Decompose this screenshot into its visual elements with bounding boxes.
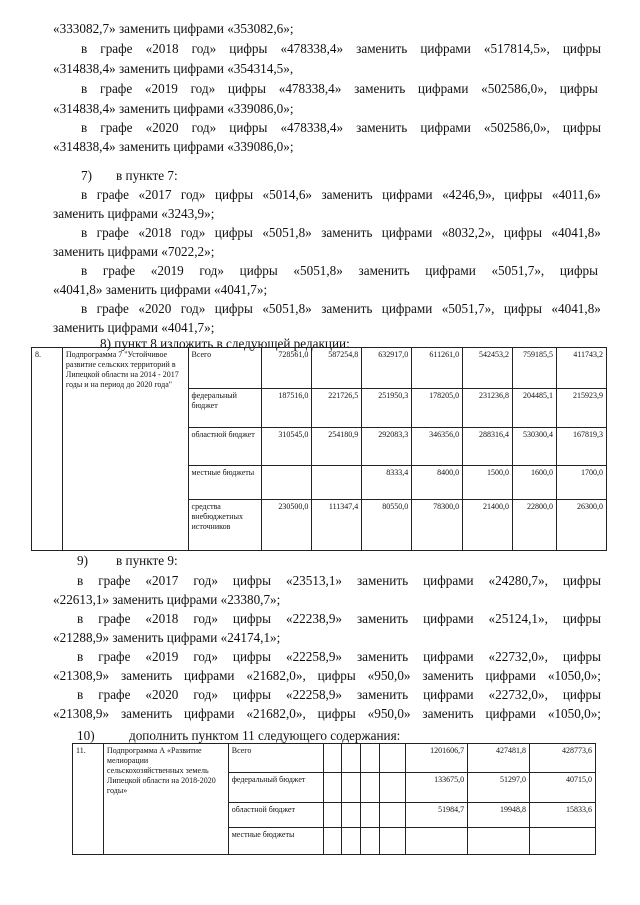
word: цифрами (423, 573, 474, 588)
row-label: Всего (228, 744, 323, 773)
word: «5051,8» (293, 263, 343, 278)
word: год» (180, 225, 206, 240)
word: заменить (321, 187, 373, 202)
row-number: 11. (73, 744, 104, 855)
text-line (53, 668, 601, 684)
value-cell: 26300,0 (556, 500, 606, 551)
word: «4246,9», (442, 187, 495, 202)
value-cell: 8333,4 (362, 466, 412, 500)
value-cell: 51297,0 (468, 773, 530, 803)
word: цифрами (382, 187, 433, 202)
word: цифры (562, 687, 601, 702)
value-cell: 1201606,7 (406, 744, 468, 773)
word: «517814,5», (483, 41, 550, 56)
word: заменить (354, 81, 406, 96)
word: цифры (562, 611, 601, 626)
row-label: федеральный бюджет (228, 773, 323, 803)
word: заменить (120, 668, 173, 683)
value-cell: 231236,8 (463, 389, 513, 428)
word: «22732,0», (488, 687, 548, 702)
word: цифры (214, 225, 253, 240)
word: «23513,1» (285, 573, 343, 588)
word: «8032,2», (441, 225, 495, 240)
point-title: дополнить пунктом 11 следующего содержания: (129, 728, 401, 743)
text-line: «314838,4» заменить цифрами «339086,0»; (53, 139, 294, 154)
word: «2020 (145, 120, 179, 135)
word: графе (98, 649, 131, 664)
word: цифрами (423, 687, 474, 702)
value-cell: 411743,2 (556, 348, 606, 389)
value-cell (361, 773, 380, 803)
word: заменить (356, 120, 408, 135)
word: цифрами (420, 41, 471, 56)
word: цифры (232, 687, 272, 702)
text-line: «314838,4» заменить цифрами «354314,5», (53, 61, 294, 76)
word: цифрами (485, 668, 536, 683)
word: цифрами (423, 649, 474, 664)
word: год» (190, 81, 216, 96)
word: в (77, 611, 84, 626)
word: в (81, 225, 88, 240)
word: «22258,9» (285, 649, 343, 664)
word: цифры (562, 649, 601, 664)
word: графе (98, 687, 131, 702)
word: цифрами (183, 668, 235, 683)
program-table-11 (72, 743, 596, 855)
word: цифры (317, 668, 356, 683)
word: «2020 (138, 301, 172, 316)
word: «2018 (138, 225, 172, 240)
value-cell: 254180,9 (312, 428, 362, 466)
text-line (81, 263, 598, 279)
value-cell: 167819,3 (556, 428, 606, 466)
word: цифры (232, 649, 272, 664)
word: «5051,7», (441, 301, 495, 316)
word: «21682,0», (246, 668, 306, 683)
text-line (77, 573, 601, 589)
word: «4041,8» (551, 225, 601, 240)
value-cell: 21400,0 (463, 500, 513, 551)
value-cell (380, 773, 406, 803)
point-number: 10) (77, 728, 95, 743)
word: заменить (356, 687, 409, 702)
text-line: «22613,1» заменить цифрами «23380,7»; (53, 592, 281, 607)
value-cell: 251950,3 (362, 389, 412, 428)
row-label: средства внебюджетных источников (188, 500, 262, 551)
word: цифры (232, 611, 272, 626)
value-cell: 759185,5 (513, 348, 557, 389)
word: «24280,7», (488, 573, 548, 588)
word: «5051,8» (262, 301, 312, 316)
word: заменить (321, 225, 373, 240)
word: «2019 (145, 649, 179, 664)
word: графе (98, 611, 131, 626)
value-cell (406, 828, 468, 855)
value-cell: 346356,0 (412, 428, 463, 466)
value-cell (262, 466, 312, 500)
word: цифрами (423, 611, 474, 626)
word: год» (193, 687, 218, 702)
text-line (77, 611, 601, 627)
word: «478338,4» (280, 120, 344, 135)
word: «478338,4» (278, 81, 342, 96)
value-cell: 215923,9 (556, 389, 606, 428)
value-cell (323, 828, 342, 855)
text-line (53, 706, 601, 722)
word: год» (193, 649, 218, 664)
word: год» (191, 120, 217, 135)
point-title: в пункте 7: (116, 168, 178, 183)
text-line: заменить цифрами «7022,2»; (53, 244, 215, 259)
word: «2018 (145, 611, 179, 626)
value-cell (323, 773, 342, 803)
word: год» (180, 187, 206, 202)
word: «21308,9» (53, 668, 110, 683)
word: в (81, 301, 88, 316)
value-cell: 530300,4 (513, 428, 557, 466)
word: «4041,8» (551, 301, 601, 316)
word: «22258,9» (285, 687, 343, 702)
row-label: Всего (188, 348, 262, 389)
table-row (32, 348, 607, 389)
value-cell (323, 803, 342, 828)
value-cell (380, 803, 406, 828)
word: цифры (504, 187, 543, 202)
value-cell: 19948,8 (468, 803, 530, 828)
word: «502586,0», (483, 120, 550, 135)
word: «21308,9» (53, 706, 110, 721)
word: графе (96, 301, 129, 316)
value-cell: 78300,0 (412, 500, 463, 551)
table-row (73, 744, 596, 773)
text-line: «333082,7» заменить цифрами «353082,6»; (53, 21, 294, 36)
word: «478338,4» (280, 41, 344, 56)
word: «2018 (145, 41, 179, 56)
text-line (77, 687, 601, 703)
word: графе (99, 81, 133, 96)
word: «22238,9» (285, 611, 343, 626)
word: год» (199, 263, 224, 278)
word: цифры (214, 187, 254, 202)
point-title: в пункте 9: (116, 553, 178, 568)
word: в (81, 263, 88, 278)
word: цифры (559, 81, 598, 96)
word: цифры (503, 301, 542, 316)
value-cell (380, 744, 406, 773)
word: в (81, 120, 88, 135)
word: «5014,6» (262, 187, 312, 202)
word: цифрами (381, 301, 433, 316)
word: заменить (422, 668, 474, 683)
text-line: заменить цифрами «4041,7»; (53, 320, 215, 335)
word: год» (180, 301, 206, 316)
word: заменить (356, 649, 409, 664)
value-cell (361, 803, 380, 828)
value-cell (342, 803, 361, 828)
word: заменить (356, 573, 409, 588)
value-cell: 1600,0 (513, 466, 557, 500)
word: цифры (239, 263, 278, 278)
word: заменить (422, 706, 474, 721)
value-cell (530, 828, 596, 855)
row-number: 8. (32, 348, 63, 551)
word: «5051,7», (491, 263, 545, 278)
value-cell: 40715,0 (530, 773, 596, 803)
value-cell: 288316,4 (463, 428, 513, 466)
value-cell: 80550,0 (362, 500, 412, 551)
row-label: областной бюджет (188, 428, 262, 466)
word: цифрами (183, 706, 235, 721)
word: год» (193, 611, 218, 626)
word: цифрами (420, 120, 471, 135)
value-cell: 292083,3 (362, 428, 412, 466)
word: «4011,6» (551, 187, 601, 202)
value-cell (380, 828, 406, 855)
word: заменить (120, 706, 173, 721)
word: цифрами (417, 81, 469, 96)
word: в (77, 649, 84, 664)
value-cell (342, 773, 361, 803)
row-label: местные бюджеты (228, 828, 323, 855)
value-cell (361, 828, 380, 855)
word: «2017 (145, 573, 179, 588)
text-line: «314838,4» заменить цифрами «339086,0»; (53, 101, 294, 116)
text-line (81, 81, 598, 97)
word: заменить (356, 41, 408, 56)
word: «950,0» (367, 668, 411, 683)
value-cell (468, 828, 530, 855)
word: графе (100, 41, 133, 56)
value-cell: 204485,1 (513, 389, 557, 428)
text-line (81, 187, 601, 203)
point-title: 8) пункт 8 изложить в следующей редакции: (100, 336, 350, 351)
value-cell: 178205,0 (412, 389, 463, 428)
value-cell (342, 828, 361, 855)
word: цифры (562, 41, 601, 56)
text-line (77, 649, 601, 665)
program-table-8 (31, 347, 607, 551)
word: графе (96, 225, 129, 240)
value-cell: 428773,6 (530, 744, 596, 773)
word: «25124,1», (488, 611, 548, 626)
text-line: заменить цифрами «3243,9»; (53, 206, 215, 221)
word: цифры (229, 41, 268, 56)
value-cell: 587254,8 (312, 348, 362, 389)
value-cell: 632917,0 (362, 348, 412, 389)
word: цифры (227, 81, 267, 96)
word: «22732,0», (488, 649, 548, 664)
word: в (77, 573, 84, 588)
word: год» (191, 41, 217, 56)
program-name: Подпрограмма А «Развитие мелиорации сельскохозяйственных земель Липецкой области на 2018-2020 годы» (103, 744, 228, 855)
value-cell: 1500,0 (463, 466, 513, 500)
value-cell: 427481,8 (468, 744, 530, 773)
word: цифры (214, 301, 253, 316)
word: в (81, 187, 88, 202)
value-cell: 611261,0 (412, 348, 463, 389)
value-cell: 22800,0 (513, 500, 557, 551)
word: цифры (559, 263, 598, 278)
word: заменить (321, 301, 373, 316)
word: «5051,8» (262, 225, 312, 240)
value-cell (361, 744, 380, 773)
value-cell: 8400,0 (412, 466, 463, 500)
word: цифрами (381, 225, 433, 240)
row-label: федеральный бюджет (188, 389, 262, 428)
word: цифры (562, 120, 601, 135)
word: цифры (317, 706, 356, 721)
word: «502586,0», (481, 81, 548, 96)
value-cell: 51984,7 (406, 803, 468, 828)
value-cell: 187516,0 (262, 389, 312, 428)
value-cell: 133675,0 (406, 773, 468, 803)
point-number: 9) (77, 553, 88, 568)
word: цифры (503, 225, 542, 240)
word: заменить (358, 263, 410, 278)
word: «2019 (150, 263, 184, 278)
value-cell (312, 466, 362, 500)
word: «1050,0»; (547, 706, 601, 721)
word: цифрами (425, 263, 476, 278)
word: графе (98, 573, 131, 588)
word: заменить (356, 611, 409, 626)
text-line: «4041,8» заменить цифрами «4041,7»; (53, 282, 268, 297)
text-line (81, 225, 601, 241)
value-cell: 15833,6 (530, 803, 596, 828)
word: год» (193, 573, 218, 588)
value-cell (342, 744, 361, 773)
row-label: областной бюджет (228, 803, 323, 828)
word: «21682,0», (246, 706, 306, 721)
value-cell: 542453,2 (463, 348, 513, 389)
row-label: местные бюджеты (188, 466, 262, 500)
value-cell: 230500,0 (262, 500, 312, 551)
word: «950,0» (367, 706, 411, 721)
text-line: «21288,9» заменить цифрами «24174,1»; (53, 630, 281, 645)
word: «2019 (144, 81, 178, 96)
word: графе (102, 263, 136, 278)
word: графе (96, 187, 129, 202)
value-cell: 310545,0 (262, 428, 312, 466)
value-cell: 728561,0 (262, 348, 312, 389)
word: в (77, 687, 84, 702)
value-cell: 1700,0 (556, 466, 606, 500)
word: цифры (232, 573, 272, 588)
text-line (81, 120, 601, 136)
word: цифры (229, 120, 268, 135)
word: в (81, 41, 88, 56)
word: в (81, 81, 88, 96)
point-number: 7) (81, 168, 92, 183)
word: цифрами (485, 706, 536, 721)
program-name: Подпрограмма 7 "Устойчивое развитие сельских территорий в Липецкой области на 2014 - 2017 годы и на период до 2020 года" (62, 348, 188, 551)
value-cell: 111347,4 (312, 500, 362, 551)
word: графе (100, 120, 133, 135)
word: «1050,0»; (547, 668, 601, 683)
value-cell (323, 744, 342, 773)
text-line (81, 41, 601, 57)
value-cell: 221726,5 (312, 389, 362, 428)
word: «2017 (138, 187, 172, 202)
text-line (81, 301, 601, 317)
word: «2020 (145, 687, 179, 702)
word: цифры (562, 573, 601, 588)
